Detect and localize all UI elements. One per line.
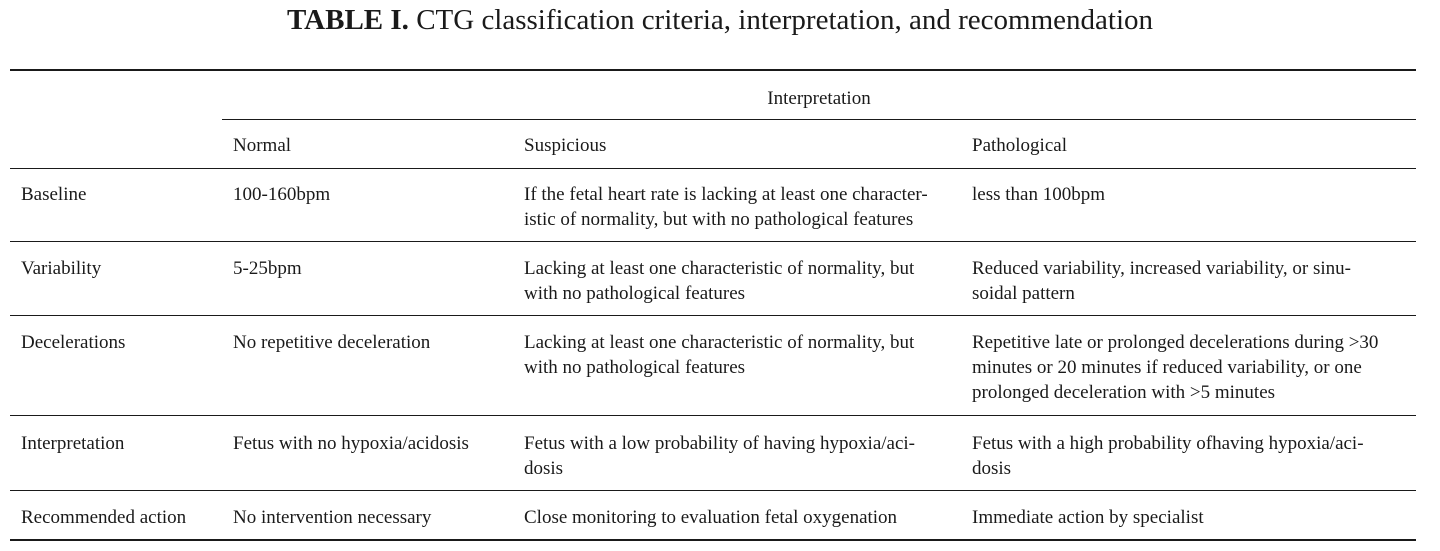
column-header-suspicious: Suspicious: [524, 135, 607, 156]
table-cell-pathological: prolonged deceleration with >5 minutes: [972, 382, 1276, 403]
column-header-normal: Normal: [233, 135, 292, 156]
row-label: Decelerations: [21, 332, 126, 353]
table-caption-label: TABLE I.: [286, 4, 409, 36]
group-header-rule: [222, 119, 1416, 120]
row-label: Variability: [21, 258, 102, 279]
table-cell-suspicious: If the fetal heart rate is lacking at least one character-: [524, 184, 928, 205]
table-cell-pathological: less than 100bpm: [972, 184, 1105, 205]
row-label: Interpretation: [21, 433, 125, 454]
table-cell-pathological: Fetus with a high probability ofhaving hypoxia/aci-: [972, 433, 1364, 454]
table-cell-suspicious: with no pathological features: [524, 283, 746, 304]
bottom-rule: [10, 539, 1416, 541]
row-rule: [10, 490, 1416, 491]
table-cell-suspicious: dosis: [524, 458, 564, 479]
table-cell-normal: Fetus with no hypoxia/acidosis: [233, 433, 469, 454]
table-cell-pathological: soidal pattern: [972, 283, 1075, 304]
row-label: Recommended action: [21, 507, 187, 528]
header-rule: [10, 168, 1416, 169]
column-header-pathological: Pathological: [972, 135, 1067, 156]
table-cell-normal: No repetitive deceleration: [233, 332, 431, 353]
row-rule: [10, 241, 1416, 242]
table-cell-suspicious: Fetus with a low probability of having hypoxia/aci-: [524, 433, 916, 454]
table-cell-pathological: Repetitive late or prolonged decelerations during >30: [972, 332, 1379, 353]
table-caption-text: CTG classification criteria, interpretation, and recommendation: [416, 4, 1153, 36]
row-rule: [10, 415, 1416, 416]
table-cell-normal: 5-25bpm: [233, 258, 302, 279]
table-cell-suspicious: with no pathological features: [524, 357, 746, 378]
table-cell-pathological: minutes or 20 minutes if reduced variability, or one: [972, 357, 1362, 378]
row-rule: [10, 315, 1416, 316]
table-cell-suspicious: Lacking at least one characteristic of normality, but: [524, 332, 915, 353]
top-rule: [10, 69, 1416, 71]
table-cell-suspicious: istic of normality, but with no pathological features: [524, 209, 914, 230]
table-cell-suspicious: Lacking at least one characteristic of normality, but: [524, 258, 915, 279]
table-cell-suspicious: Close monitoring to evaluation fetal oxygenation: [524, 507, 898, 528]
table-caption: [0, 2, 1440, 38]
table-cell-normal: 100-160bpm: [233, 184, 331, 205]
table-cell-pathological: Reduced variability, increased variability, or sinu-: [972, 258, 1351, 279]
table-cell-normal: No intervention necessary: [233, 507, 432, 528]
row-label: Baseline: [21, 184, 87, 205]
table-cell-pathological: Immediate action by specialist: [972, 507, 1204, 528]
table-cell-pathological: dosis: [972, 458, 1012, 479]
group-header-interpretation: Interpretation: [767, 88, 871, 109]
